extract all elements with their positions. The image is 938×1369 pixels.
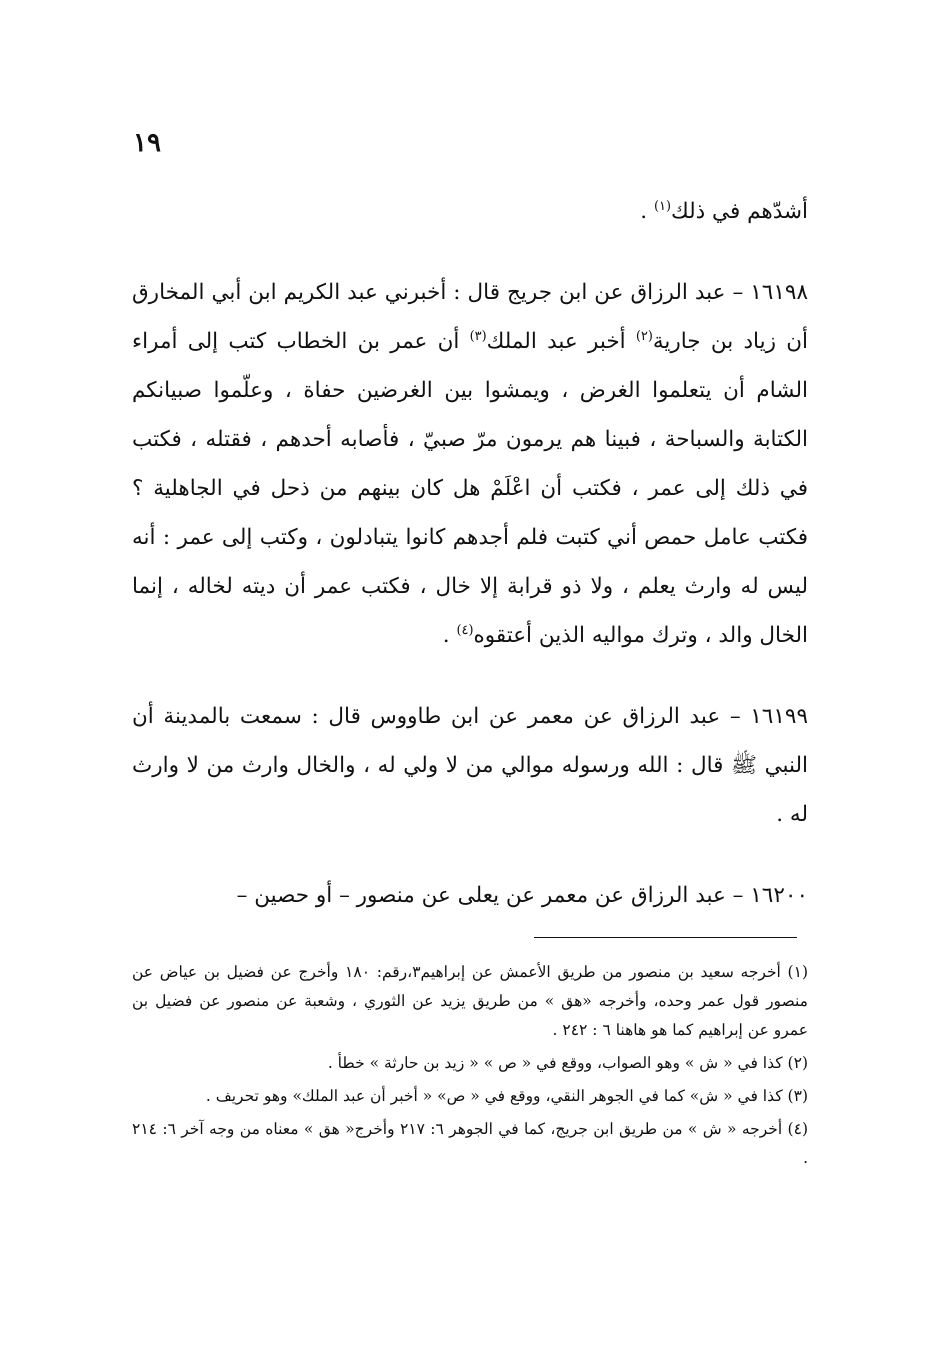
paragraph-text: أشدّهم في ذلك (670, 199, 808, 224)
paragraph-continuation (132, 187, 808, 236)
footnote-ref-4: (٤) (456, 622, 474, 638)
footnote-2: (٢) كذا في « ش » وهو الصواب، ووقع في « ص » « زيد بن حارثة » خطأ . (327, 1054, 808, 1072)
paragraph-end: . (640, 199, 654, 224)
hadith-16198-part-c: أن عمر بن الخطاب كتب إلى أمراء الشام أن يتعلموا الغرض ، ويمشوا بين الغرضين حفاة ، وعلّموا صبيانكم الكتابة والسباحة ، فبينا هم يرمون مرّ صبيّ ، فأصابه أحدهم ، فقتله ، فكتب في ذلك إلى عمر ، فكتب أن اعْلَمْ هل كان بينهم من ذحل في الجاهلية ؟ فكتب عامل حمص أني كتبت فلم أجدهم كانوا يتبادلون ، وكتب إلى عمر : أنه ليس له وارث يعلم ، ولا ذو قرابة إلا خال ، فكتب عمر أن ديته لخاله ، إنما الخال والد ، وترك مواليه الذين أعتقوه (132, 329, 808, 648)
hadith-16198 (132, 268, 808, 660)
footnote-ref-1: (١) (653, 198, 671, 214)
footnote-ref-2: (٢) (635, 328, 653, 344)
hadith-16199: ١٦١٩٩ – عبد الرزاق عن معمر عن ابن طاووس قال : سمعت بالمدينة أن النبي ﷺ قال : الله ورسوله موالي من لا ولي له ، والخال وارث من لا وارث له . (132, 704, 808, 827)
footnote-ref-3: (٣) (469, 328, 487, 344)
footnote-1: (١) أخرجه سعيد بن منصور من طريق الأعمش عن إبراهيم٣،رقم: ١٨٠ وأخرج عن فضيل بن عياض عن منصور قول عمر وحده، وأخرجه «هق » من طريق يزيد عن الثوري ، وشعبة عن منصور عن فضيل بن عمرو عن إبراهيم كما هو هاهنا ٦ : ٢٤٢ . (132, 963, 808, 1039)
hadith-16200: ١٦٢٠٠ – عبد الرزاق عن معمر عن يعلى عن منصور – أو حصين – (236, 883, 808, 908)
hadith-16198-end: . (442, 623, 457, 648)
hadith-16198-part-a: ١٦١٩٨ – عبد الرزاق عن ابن جريج قال : أخبرني عبد الكريم ابن أبي المخارق أن زياد بن جارية (132, 280, 808, 354)
footnotes (132, 958, 808, 1173)
footnote-3: (٣) كذا في « ش» كما في الجوهر النقي، ووقع في « ص» « أخبر أن عبد الملك» وهو تحريف . (205, 1087, 808, 1105)
hadith-16198-part-b: أخبر عبد الملك (486, 329, 636, 354)
footnote-4: (٤) أخرجه « ش » من طريق ابن جريج، كما في الجوهر ٦: ٢١٧ وأخرج« هق » معناه من وجه آخر ٦: ٢١٤ . (132, 1120, 808, 1167)
page-number: ١٩ (133, 128, 161, 158)
footnote-separator (534, 937, 797, 938)
main-text (132, 187, 808, 920)
